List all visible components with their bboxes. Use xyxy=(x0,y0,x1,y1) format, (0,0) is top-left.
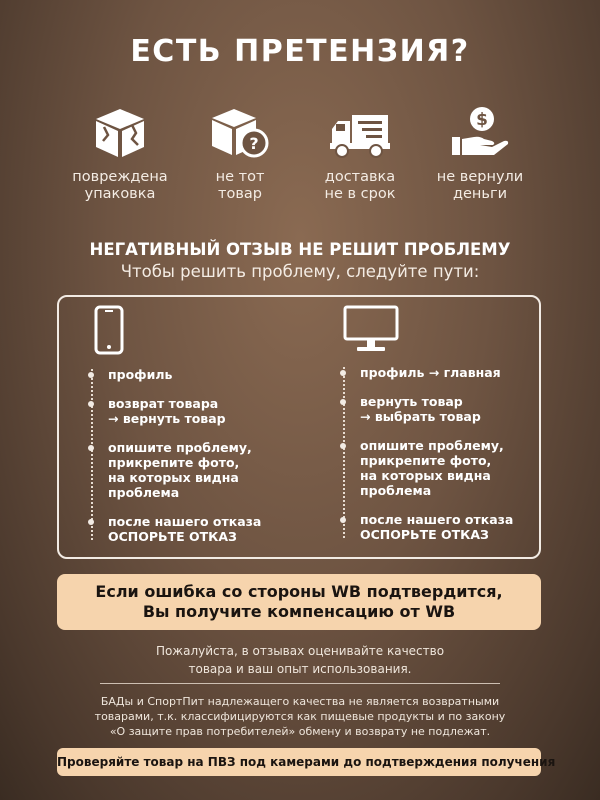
issue-late-delivery xyxy=(300,105,420,203)
banner-line: Если ошибка со стороны WB подтвердится, xyxy=(95,582,503,601)
step-text: на которых видна xyxy=(360,468,491,483)
delivery-truck-icon xyxy=(328,105,392,161)
step-text: профиль xyxy=(108,367,173,382)
issue-money-not-returned xyxy=(420,105,540,203)
step-text: ОСПОРЬТЕ ОТКАЗ xyxy=(108,529,237,544)
step-text: после нашего отказа xyxy=(360,512,514,527)
issue-label: повреждена xyxy=(72,169,168,185)
issue-label: упаковка xyxy=(84,186,156,202)
smartphone-icon xyxy=(94,305,124,355)
step-text: опишите проблему, xyxy=(360,438,504,453)
issue-label: не вернули xyxy=(436,169,524,185)
desktop-step xyxy=(343,438,543,498)
issue-wrong-item xyxy=(180,105,300,203)
step-text: профиль → главная xyxy=(360,365,501,380)
mobile-step xyxy=(91,396,301,426)
step-text: проблема xyxy=(108,485,180,500)
svg-text:?: ? xyxy=(249,134,259,153)
step-text: → вернуть товар xyxy=(108,411,226,426)
review-request-line: Пожалуйста, в отзывах оценивайте качество xyxy=(155,644,445,658)
desktop-step xyxy=(343,394,543,424)
issue-label: товар xyxy=(218,186,262,202)
step-text: на которых видна xyxy=(108,470,239,485)
damaged-box-icon xyxy=(88,105,152,161)
mobile-step xyxy=(91,514,301,544)
issue-label: доставка xyxy=(324,169,396,185)
issue-icons-row xyxy=(60,105,540,203)
box-question-icon xyxy=(208,105,272,161)
legal-notice xyxy=(0,694,600,739)
step-text: после нашего отказа xyxy=(108,514,262,529)
svg-text:$: $ xyxy=(476,110,488,130)
desktop-steps xyxy=(343,365,543,542)
check-at-pickup-note: Проверяйте товар на ПВЗ под камерами до подтверждения получения xyxy=(57,748,541,776)
compensation-banner xyxy=(57,574,541,630)
legal-line: товарами, т.к. классифицируются как пищевые продукты и по закону xyxy=(94,710,506,723)
mobile-steps xyxy=(91,367,301,544)
step-text: возврат товара xyxy=(108,396,219,411)
legal-line: БАДы и СпортПит надлежащего качества не является возвратными xyxy=(100,695,500,708)
step-text: проблема xyxy=(360,483,432,498)
desktop-step xyxy=(343,512,543,542)
step-text: прикрепите фото, xyxy=(360,453,492,468)
divider xyxy=(100,683,500,684)
legal-line: «О защите прав потребителей» обмену и возврату не подлежат. xyxy=(109,725,491,738)
step-text: прикрепите фото, xyxy=(108,455,240,470)
follow-path-subheading: Чтобы решить проблему, следуйте пути: xyxy=(120,262,480,281)
issue-label: не в срок xyxy=(324,186,396,202)
review-request xyxy=(0,642,600,678)
issue-label: деньги xyxy=(452,186,507,202)
desktop-monitor-icon xyxy=(343,305,399,353)
instructions-panel xyxy=(57,295,541,559)
money-hand-icon xyxy=(448,105,512,161)
mobile-step xyxy=(91,367,301,382)
step-text: опишите проблему, xyxy=(108,440,252,455)
step-text: ОСПОРЬТЕ ОТКАЗ xyxy=(360,527,489,542)
desktop-column xyxy=(343,305,543,556)
issue-damaged-package xyxy=(60,105,180,203)
issue-label: не тот xyxy=(215,169,265,185)
mobile-step xyxy=(91,440,301,500)
page-title: ЕСТЬ ПРЕТЕНЗИЯ? xyxy=(130,34,470,69)
negative-review-heading: НЕГАТИВНЫЙ ОТЗЫВ НЕ РЕШИТ ПРОБЛЕМУ xyxy=(89,240,511,259)
review-request-line: товара и ваш опыт использования. xyxy=(188,662,412,676)
banner-line: Вы получите компенсацию от WB xyxy=(142,602,456,621)
step-text: → выбрать товар xyxy=(360,409,481,424)
mobile-column xyxy=(91,305,301,558)
step-text: вернуть товар xyxy=(360,394,463,409)
desktop-step xyxy=(343,365,543,380)
